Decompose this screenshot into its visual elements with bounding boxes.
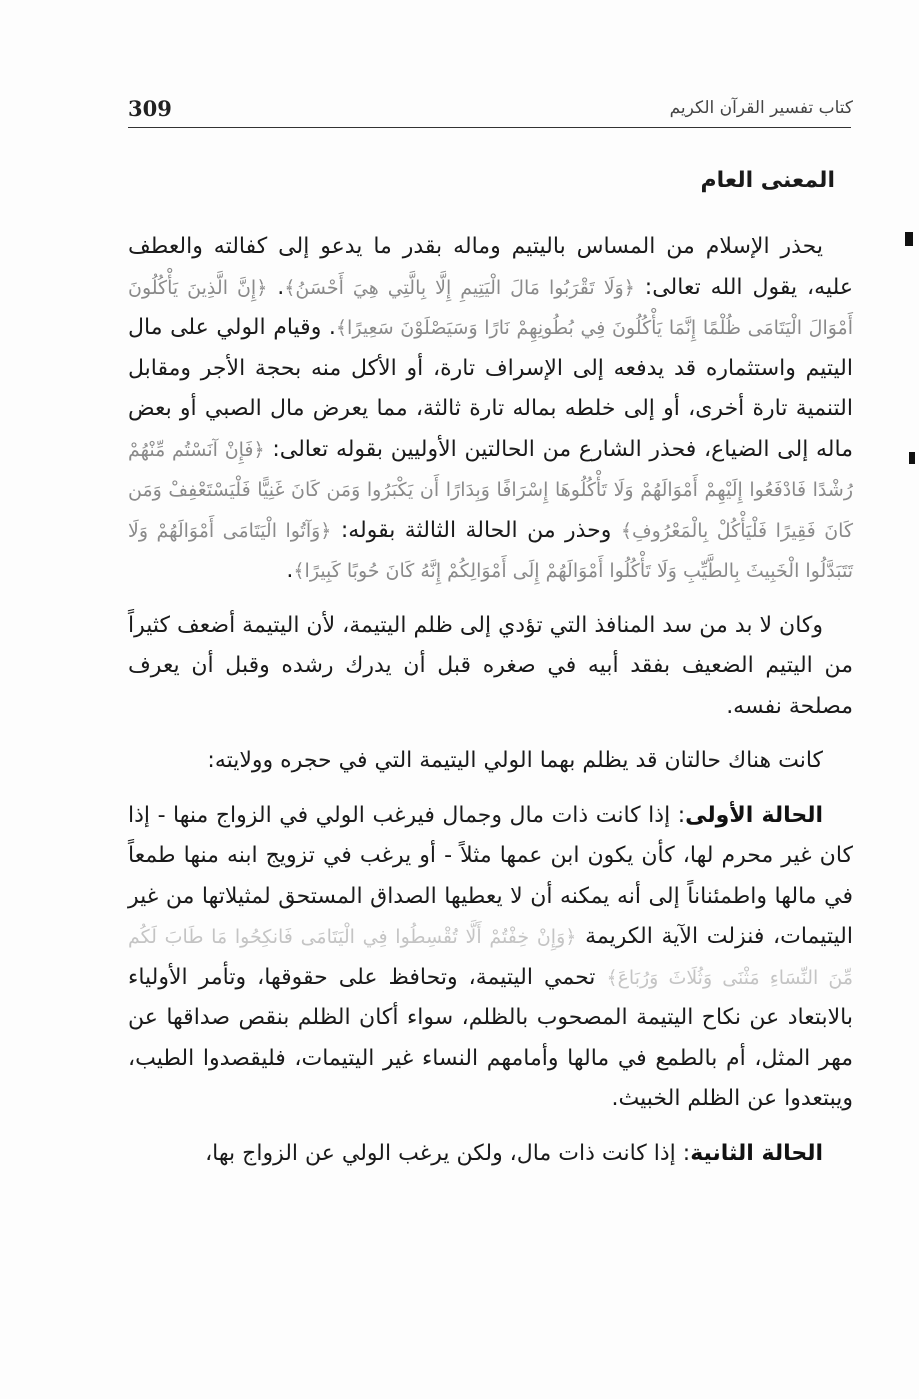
paragraph-4-text-1: : إذا كانت ذات مال وجمال فيرغب الولي في الزواج منها - إذا كان غير محرم لها، كأن يكون ابن عمها مثلاً - أو يرغب في تزويج ابنه منها طمعاً في مالها واطمئناناً إلى أنه يمكنه أن لا يعطيها الصداق المستحق لمثيلاتها من غير اليتيمات، فنزلت الآية الكريمة <box>128 802 854 949</box>
paragraph-1-text-2: . <box>267 274 285 300</box>
quran-verse-1: ﴿وَلَا تَقْرَبُوا مَالَ الْيَتِيمِ إِلَّا بِالَّتِي هِيَ أَحْسَنُ﴾ <box>284 276 635 299</box>
paragraph-1-text-4: وحذر من الحالة الثالثة بقوله: <box>331 517 621 543</box>
scan-edge-mark-top <box>905 232 913 246</box>
paragraph-4 <box>128 796 853 1120</box>
quran-verse-5: ﴿وَإِنْ خِفْتُمْ أَلَّا تُقْسِطُوا فِي الْيَتَامَى فَانكِحُوا مَا طَابَ لَكُم مِّنَ النِّسَاءِ مَثْنَى وَثُلَاثَ وَرُبَاعَ﴾ <box>128 926 854 989</box>
paragraph-1-text-5: . <box>286 558 294 583</box>
paragraph-5 <box>128 1134 853 1175</box>
running-title: كتاب تفسير القرآن الكريم <box>669 98 853 118</box>
quran-verse-3: ﴿فَإِنْ آنَسْتُم مِّنْهُمْ رُشْدًا فَادْفَعُوا إِلَيْهِمْ أَمْوَالَهُمْ وَلَا تَأْكُلُوهَا إِسْرَافًا وَبِدَارًا أَن يَكْبَرُوا وَمَن كَانَ غَنِيًّا فَلْيَسْتَعْفِفْ وَمَن كَانَ فَقِيرًا فَلْيَأْكُلْ بِالْمَعْرُوفِ﴾ <box>128 438 853 542</box>
paragraph-1 <box>128 227 853 592</box>
header-rule <box>128 127 851 128</box>
page-header <box>128 96 853 130</box>
quran-verse-4: ﴿وَآتُوا الْيَتَامَى أَمْوَالَهُمْ وَلَا تَتَبَدَّلُوا الْخَبِيثَ بِالطَّيِّبِ وَلَا تَأْكُلُوا أَمْوَالَهُمْ إِلَى أَمْوَالِكُمْ إِنَّهُ كَانَ حُوبًا كَبِيرًا﴾ <box>128 519 853 582</box>
case-two-lead: الحالة الثانية <box>690 1140 823 1166</box>
paragraph-2: وكان لا بد من سد المنافذ التي تؤدي إلى ظلم اليتيمة، لأن اليتيمة أضعف كثيراً من اليتيم الضعيف بفقد أبيه في صغره قبل أن يدرك رشده وقبل أن يعرف مصلحة نفسه. <box>128 612 853 719</box>
scan-edge-mark-bottom <box>909 452 915 464</box>
section-heading: المعنى العام <box>700 168 835 193</box>
page-body <box>128 168 853 1188</box>
paragraph-3: كانت هناك حالتان قد يظلم بهما الولي اليتيمة التي في حجره وولايته: <box>207 748 823 773</box>
case-one-lead: الحالة الأولى <box>685 802 824 828</box>
quran-verse-2: ﴿إِنَّ الَّذِينَ يَأْكُلُونَ أَمْوَالَ الْيَتَامَى ظُلْمًا إِنَّمَا يَأْكُلُونَ فِي بُطُونِهِمْ نَارًا وَسَيَصْلَوْنَ سَعِيرًا﴾ <box>128 276 853 339</box>
paragraph-5-text-1: : إذا كانت ذات مال، ولكن يرغب الولي عن الزواج بها، <box>205 1140 691 1166</box>
paragraph-1-text-1: يحذر الإسلام من المساس باليتيم وماله بقدر ما يدعو إلى كفالته والعطف عليه، يقول الله تعالى: <box>128 234 853 300</box>
paragraph-4-text-2: تحمي اليتيمة، وتحافظ على حقوقها، وتأمر الأولياء بالابتعاد عن نكاح اليتيمة المصحوب بالظلم، سواء أكان الظلم بنقص صداقها عن مهر المثل، أم بالطمع في مالها وأمامهم النساء غير اليتيمات، فليقصدوا الطيب، ويبتعدوا عن الظلم الخبيث. <box>128 964 853 1111</box>
page-number: 309 <box>128 96 172 121</box>
paragraph-1-text-3: . وقيام الولي على مال اليتيم واستثماره قد يدفعه إلى الإسراف تارة، أو الأكل منه بحجة الأجر ومقابل التنمية تارة أخرى، أو إلى خلطه بماله تارة ثالثة، مما يعرض مال الصبي أو بعض ماله إلى الضياع، فحذر الشارع من الحالتين الأوليين بقوله تعالى: <box>128 315 853 462</box>
